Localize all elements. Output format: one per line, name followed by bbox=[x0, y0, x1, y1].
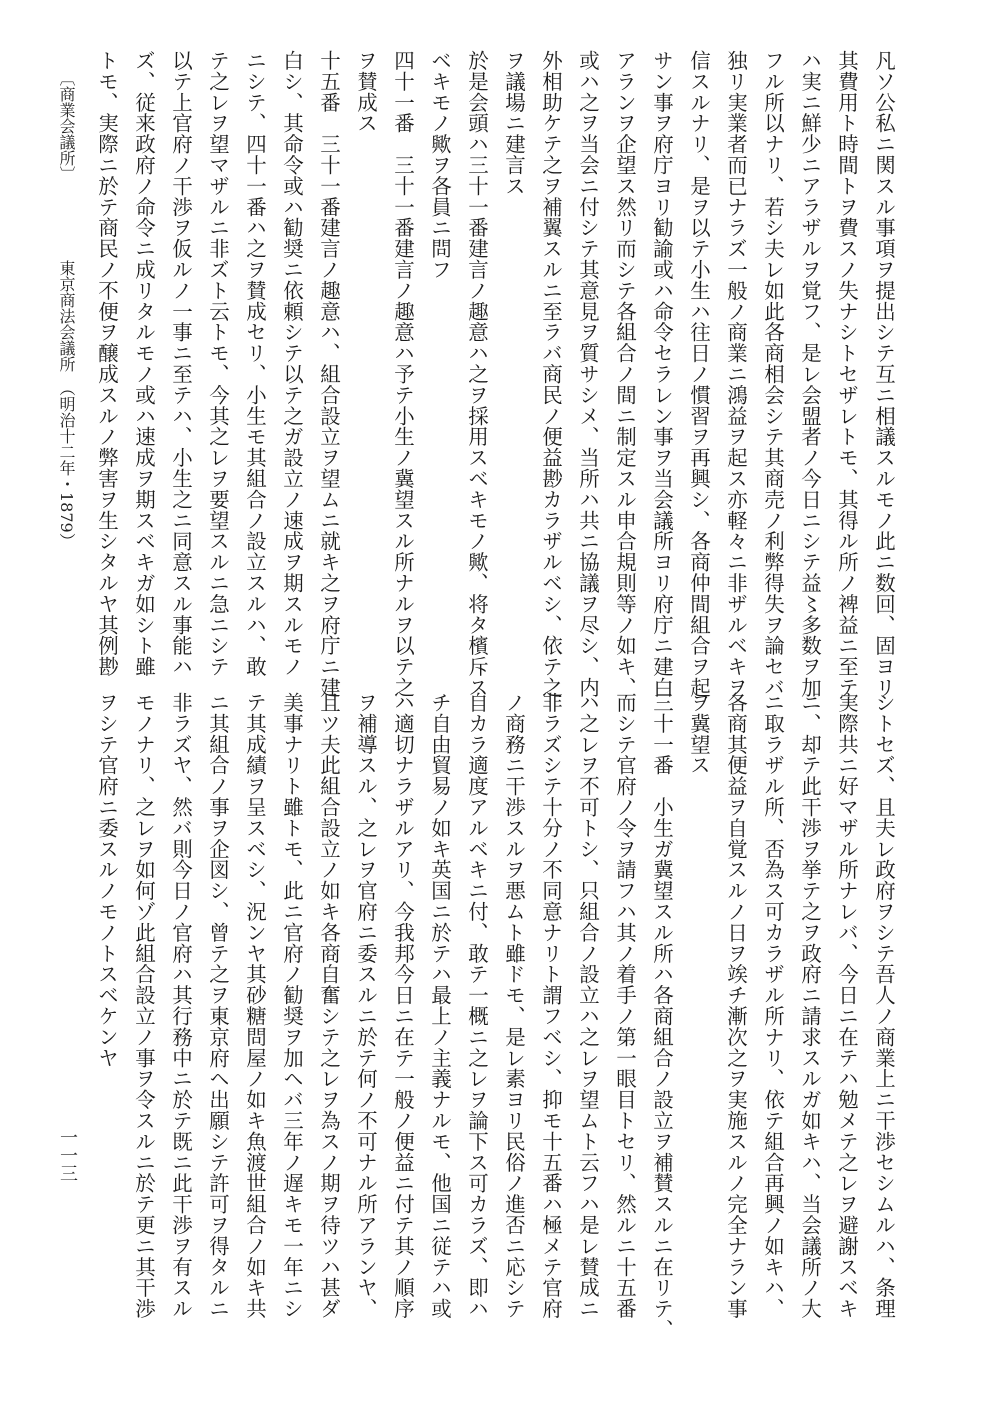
text-column: 以テ上官府ノ干渉ヲ仮ルノ一事ニ至テハ、小生之ニ同意スル事能ハ bbox=[168, 50, 193, 677]
text-column: ニ取ラザル所、否為ス可カラザル所ナリ、依テ組合再興ノ如キハ、 bbox=[760, 692, 785, 1319]
text-column: ヲ補導スル、之レヲ官府ニ委スルニ於テ何ノ不可ナル所アランヤ、 bbox=[353, 692, 378, 1319]
running-header-title: 東京商法会議所 （明治十二年・1879） bbox=[57, 260, 76, 549]
text-column: テ其成績ヲ呈スベシ、況ンヤ其砂糖問屋ノ如キ魚渡世組合ノ如キ共 bbox=[242, 692, 267, 1319]
text-column: 其費用ト時間トヲ費スノ失ナシトセザレトモ、其得ル所ノ裨益ニ至テ bbox=[834, 50, 859, 698]
text-column: 実際共ニ好マザル所ナレバ、今日ニ在テハ勉メテ之レヲ避謝スベキ bbox=[834, 692, 859, 1319]
text-column: 信スルナリ、是ヲ以テ小生ハ往日ノ慣習ヲ再興シ、各商仲間組合ヲ起 bbox=[686, 50, 711, 698]
text-column: 非ラズヤ、然バ則今日ノ官府ハ其行務中ニ於テ既ニ此干渉ヲ有スル bbox=[168, 692, 193, 1319]
text-column: 白シ、其命令或ハ勧奨ニ依頼シテ以テ之ガ設立ノ速成ヲ期スルモノ bbox=[279, 50, 304, 677]
text-column: 自カラ適度アルベキニ付、敢テ一概ニ之レヲ論下ス可カラズ、即ハ bbox=[464, 692, 489, 1319]
text-column: モノナリ、之レヲ如何ゾ此組合設立ノ事ヲ令スルニ於テ更ニ其干渉 bbox=[131, 692, 156, 1319]
text-column: 美事ナリト雖トモ、此ニ官府ノ勧奨ヲ加ヘバ三年ノ遅キモ一年ニシ bbox=[279, 692, 304, 1319]
text-column: シトセズ、且夫レ政府ヲシテ吾人ノ商業上ニ干渉セシムルハ、条理 bbox=[871, 692, 896, 1319]
running-header-category: 〔商業会議所〕 bbox=[57, 70, 76, 182]
text-column: 外相助ケテ之ヲ補翼スルニ至ラバ商民ノ便益尠カラザルベシ、依テ之 bbox=[538, 50, 563, 698]
text-column: 於是会頭ハ三十一番建言ノ趣意ハ之ヲ採用スベキモノ歟、将タ檳斥ス bbox=[464, 50, 489, 698]
text-column: 独リ実業者而已ナラズ一般ノ商業ニ鴻益ヲ起ス亦軽々ニ非ザルベキヲ bbox=[723, 50, 748, 698]
text-column: 三十一番 小生ガ冀望スル所ハ各商組合ノ設立ヲ補賛スルニ在リテ、 bbox=[649, 692, 674, 1340]
text-column: ヲ冀望ス bbox=[686, 692, 711, 776]
text-column: 十五番 三十一番建言ノ趣意ハ、組合設立ヲ望ムニ就キ之ヲ府庁ニ建 bbox=[316, 50, 341, 698]
text-column: 且ツ夫此組合設立ノ如キ各商自奮シテ之レヲ為スノ期ヲ待ツハ甚ダ bbox=[316, 692, 341, 1319]
text-column: ノ商務ニ干渉スルヲ悪ムト雖ドモ、是レ素ヨリ民俗ノ進否ニ応シテ bbox=[501, 692, 526, 1319]
text-column: アランヲ企望ス然リ而シテ各組合ノ間ニ制定スル申合規則等ノ如キ、 bbox=[612, 50, 637, 698]
text-column: ニ、却テ此干渉ヲ挙テ之ヲ政府ニ請求スルガ如キハ、当会議所ノ大 bbox=[797, 692, 822, 1319]
text-column: ズ、従来政府ノ命令ニ成リタルモノ或ハ速成ヲ期スベキガ如シト雖 bbox=[131, 50, 156, 677]
text-column: 凡ソ公私ニ関スル事項ヲ提出シテ互ニ相議スルモノ此ニ数回、固ヨリ bbox=[871, 50, 896, 698]
text-column: 各商其便益ヲ自覚スルノ日ヲ竢チ漸次之ヲ実施スルノ完全ナラン事 bbox=[723, 692, 748, 1319]
text-column: チ自由貿易ノ如キ英国ニ於テハ最上ノ主義ナルモ、他国ニ従テハ或 bbox=[427, 692, 452, 1319]
text-column: ハ実ニ鮮少ニアラザルヲ覚フ、是レ会盟者ノ今日ニシテ益〻多数ヲ加 bbox=[797, 50, 822, 698]
text-column: テ之レヲ望マザルニ非ズト云トモ、今其之レヲ要望スルニ急ニシテ bbox=[205, 50, 230, 677]
text-column: ヲシテ官府ニ委スルノモノトスベケンヤ bbox=[94, 692, 119, 1069]
text-column: トモ、実際ニ於テ商民ノ不便ヲ醸成スルノ弊害ヲ生シタルヤ其例尠 bbox=[94, 50, 119, 677]
text-column: ハ之レヲ不可トシ、只組合ノ設立ハ之レヲ望ムト云フハ是レ賛成ニ bbox=[575, 692, 600, 1319]
text-column: ニ其組合ノ事ヲ企図シ、曾テ之ヲ東京府ヘ出願シテ許可ヲ得タルニ bbox=[205, 692, 230, 1319]
text-column: ニシテ、四十一番ハ之ヲ賛成セリ、小生モ其組合ノ設立スルハ、敢 bbox=[242, 50, 267, 677]
text-column: サン事ヲ府庁ヨリ勧諭或ハ命令セラレン事ヲ当会議所ヨリ府庁ニ建白 bbox=[649, 50, 674, 698]
text-column: ヲ議場ニ建言ス bbox=[501, 50, 526, 197]
text-column: 而シテ官府ノ令ヲ請フハ其ノ着手ノ第一眼目トセリ、然ルニ十五番 bbox=[612, 692, 637, 1319]
text-column: 四十一番 三十一番建言ノ趣意ハ予テ小生ノ冀望スル所ナルヲ以テ之 bbox=[390, 50, 415, 698]
text-column: 或ハ之ヲ当会ニ付シテ其意見ヲ質サシメ、当所ハ共ニ協議ヲ尽シ、内 bbox=[575, 50, 600, 698]
text-column: ベキモノ歟ヲ各員ニ問フ bbox=[427, 50, 452, 280]
text-column: ハ適切ナラザルアリ、今我邦今日ニ在テ一般ノ便益ニ付テ其ノ順序 bbox=[390, 692, 415, 1319]
text-column: 非ラズシテ十分ノ不同意ナリト謂フベシ、抑モ十五番ハ極メテ官府 bbox=[538, 692, 563, 1319]
text-column: ヲ賛成ス bbox=[353, 50, 378, 134]
page-number: 一一三 bbox=[57, 1128, 78, 1182]
text-column: フル所以ナリ、若シ夫レ如此各商相会シテ其商売ノ利弊得失ヲ論セバ bbox=[760, 50, 785, 698]
